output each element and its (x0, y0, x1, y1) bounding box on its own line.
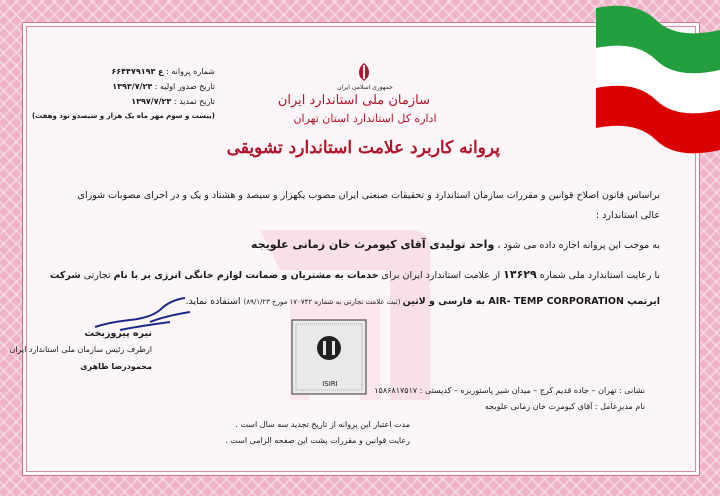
footer-rules: رعایت قوانین و مقررات پشت این صفحه الزامی است . (225, 436, 410, 445)
iran-emblem-icon (355, 62, 373, 82)
issue-date: تاریخ صدور اولیه : ۱۳۹۳/۷/۲۳ (112, 82, 215, 91)
dept-name: اداره کل استاندارد استان تهران (293, 112, 437, 125)
signer-name: محمودرضا طاهری (80, 362, 152, 371)
footer-address: نشانی : تهران – جاده قدیم کرج – میدان شیر پاستوریزه – کدپستی : ۱۵۸۶۸۱۷۵۱۷ (374, 386, 645, 395)
certificate-title: پروانه کاربرد علامت استاندارد تشویقی (226, 138, 500, 158)
republic-label: جمهوری اسلامی ایران (337, 84, 393, 91)
body-line-2: عالی استاندارد : (595, 210, 660, 221)
renewal-date: تاریخ تمدید : ۱۳۹۷/۷/۲۳ (131, 97, 215, 106)
seal-label: ISIRI (322, 380, 338, 388)
footer-validity: مدت اعتبار این پروانه از تاریخ تجدید سه سال است . (235, 420, 410, 429)
license-number: شماره پروانه : ع ۶۶۴۴۷۹۱۹۳ (111, 67, 215, 76)
signer-description: ازطرف رئیس سازمان ملی استاندارد ایران (9, 345, 152, 354)
renewal-note: (بیست و سوم مهر ماه یک هزار و سیصدو نود وهفت) (31, 112, 215, 120)
iran-flag-icon (596, 0, 720, 160)
footer-manager: نام مدیرعامل : آقای کیومرث خان زمانی علویجه (484, 402, 645, 411)
signer-title: نیره پیروزبخت (84, 328, 152, 339)
body-line-4: با رعایت استاندارد ملی شماره ۱۳۶۲۹ از علامت استاندارد ایران برای خدمات به مشتریان و ضمانت لوازم خانگی انرژی بر با نام تجارتی شرکت (49, 268, 660, 281)
body-line-3: به موجب این پروانه اجازه داده می شود ، واحد تولیدی آقای کیومرث خان زمانی علویجه (251, 238, 660, 251)
body-line-5: ایرتمپ AIR- TEMP CORPORATION به فارسی و لاتین (ثبت علامت تجارتی به شماره ۱۷۰۷۴۲ مورخ ۸۹/۱/۲۳) استفاده نماید. (185, 296, 660, 307)
body-line-1: براساس قانون اصلاح قوانین و مقررات سازمان استاندارد و تحقیقات صنعتی ایران مصوب یکهزار و سیصد و هشتاد و یک و در اجرای مصوبات شورای (77, 190, 660, 201)
org-name: سازمان ملی استاندارد ایران (277, 93, 430, 108)
